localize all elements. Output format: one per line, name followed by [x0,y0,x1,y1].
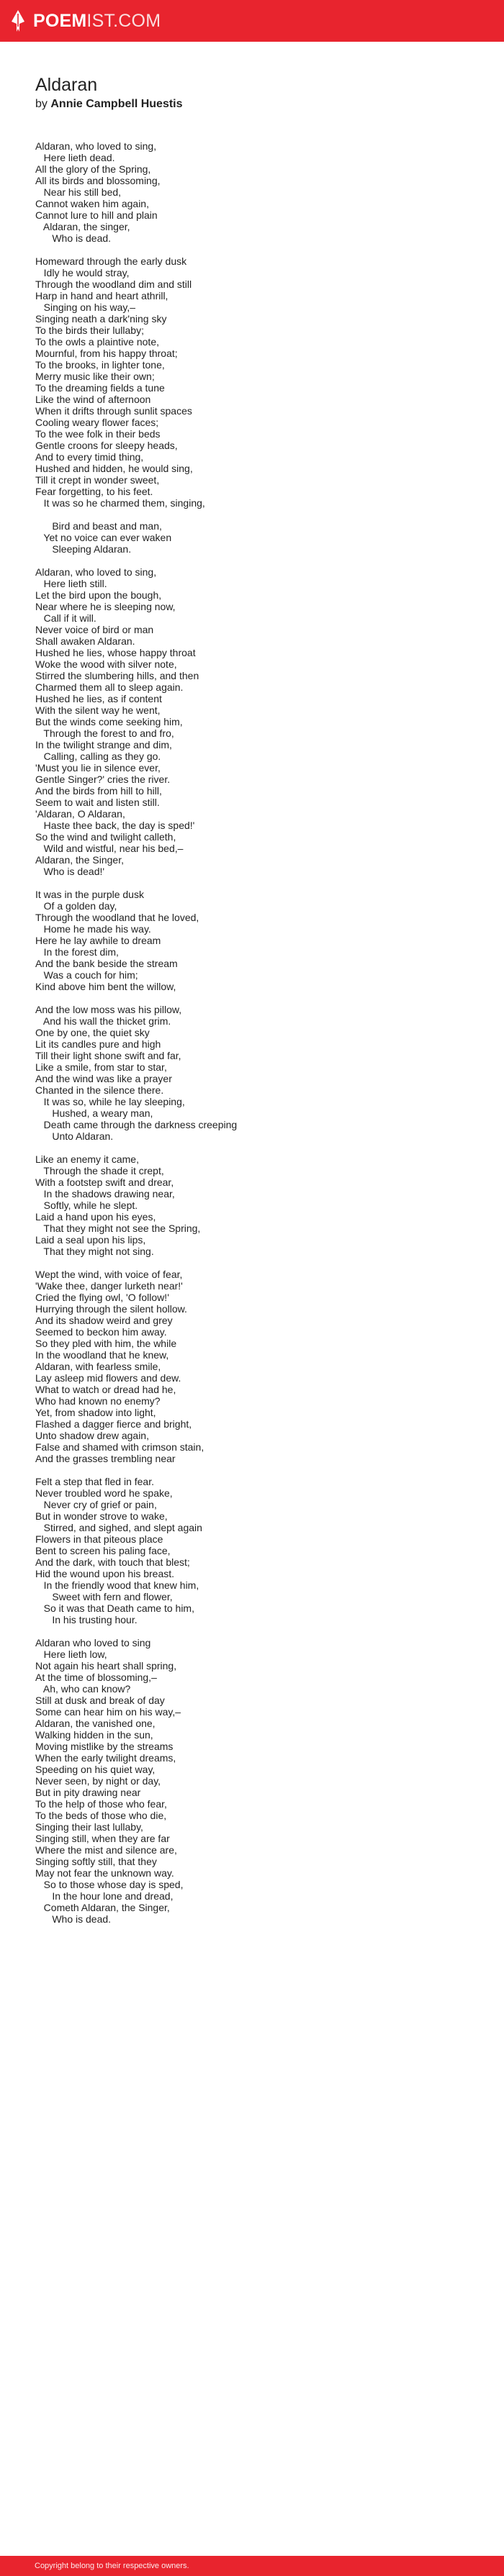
poem-line: Never cry of grief or pain, [35,1499,157,1510]
poem-line: Seem to wait and listen still. [35,797,160,808]
poem-line: Some can hear him on his way,– [35,1706,181,1718]
poem-line: Cooling weary flower faces; [35,417,159,428]
poem-line: Till it crept in wonder sweet, [35,474,160,486]
poem-line: It was so, while he lay sleeping, [35,1096,185,1107]
poem-line: False and shamed with crimson stain, [35,1441,204,1453]
poem-line: Calling, calling as they go. [35,750,161,762]
poem-container [35,74,482,1925]
poem-line: It was in the purple dusk [35,889,144,900]
poem-line: And the low moss was his pillow, [35,1004,182,1015]
poem-line: Walking hidden in the sun, [35,1729,153,1741]
poem-line: That they might not sing. [35,1246,154,1257]
poem-line: Charmed them all to sleep again. [35,681,184,693]
poem-line: Singing on his way,– [35,301,136,313]
poem-line: To the wee folk in their beds [35,428,161,440]
poem-line: Home he made his way. [35,923,151,935]
poem-line: Like an enemy it came, [35,1153,139,1165]
poem-line: Hurrying through the silent hollow. [35,1303,187,1315]
poem-line [35,877,482,889]
poem-line: Aldaran, the Singer, [35,854,124,866]
poem-line: Softly, while he slept. [35,1199,138,1211]
poem-line: Shall awaken Aldaran. [35,635,135,647]
poem-line: Here lieth low, [35,1648,107,1660]
poem-line: Woke the wood with silver note, [35,658,177,670]
poem-line: Near his still bed, [35,186,122,198]
poem-line: Never troubled word he spake, [35,1487,173,1499]
poem-line: Still at dusk and break of day [35,1695,165,1706]
poem-line: Near where he is sleeping now, [35,601,176,612]
poem-line: Seemed to beckon him away. [35,1326,167,1338]
poem-line: Death came through the darkness creeping [35,1119,238,1130]
poem-line: Aldaran, the vanished one, [35,1718,156,1729]
poem-line: But the winds come seeking him, [35,716,183,727]
poem-line: Wept the wind, with voice of fear, [35,1269,183,1280]
poem-line: Felt a step that fled in fear. [35,1476,154,1487]
poem-line: Aldaran, who loved to sing, [35,140,157,152]
poem-line: When it drifts through sunlit spaces [35,405,192,417]
poem-line: To the brooks, in lighter tone, [35,359,165,371]
poem-line: Through the woodland that he loved, [35,912,199,923]
poem-line: Cannot lure to hill and plain [35,209,158,221]
poem-line: Bird and beast and man, [35,520,162,532]
poem-line: Kind above him bent the willow, [35,981,176,992]
poem-line: And the dark, with touch that blest; [35,1556,190,1568]
poem-line: With the silent way he went, [35,704,161,716]
poem-line: Aldaran who loved to sing [35,1637,151,1648]
poem-line: Cried the flying owl, 'O follow!' [35,1292,169,1303]
poem-line: Never voice of bird or man [35,624,154,635]
poem-line: Laid a hand upon his eyes, [35,1211,156,1223]
poem-line: To the help of those who fear, [35,1798,167,1810]
poem-line: Never seen, by night or day, [35,1775,161,1787]
poem-line: Through the forest to and fro, [35,727,174,739]
poem-line: Through the shade it crept, [35,1165,164,1176]
poem-line: Cannot waken him again, [35,198,149,209]
poem-line: Through the woodland dim and still [35,278,192,290]
poem-line: One by one, the quiet sky [35,1027,150,1038]
poem-line: In the hour lone and dread, [35,1890,174,1902]
poem-line: Flashed a dagger fierce and bright, [35,1418,192,1430]
poem-line: May not fear the unknown way. [35,1867,174,1879]
site-footer [0,2556,504,2576]
poem-line: When the early twilight dreams, [35,1752,176,1764]
logo-bold-text: POEM [33,10,87,31]
poem-line: In the shadows drawing near, [35,1188,175,1199]
poem-line: And the wind was like a prayer [35,1073,172,1084]
poem-line: Of a golden day, [35,900,117,912]
poem-line: Flowers in that piteous place [35,1533,163,1545]
poem-line: Speeding on his quiet way, [35,1764,156,1775]
poem-line: But in pity drawing near [35,1787,141,1798]
poem-line: To the beds of those who die, [35,1810,167,1821]
poem-line: In the forest dim, [35,946,119,958]
poem-line: But in wonder strove to wake, [35,1510,168,1522]
site-header [0,0,504,42]
poem-line: Laid a seal upon his lips, [35,1234,146,1246]
poem-body [35,140,482,1925]
poem-line: Hushed he lies, whose happy throat [35,647,196,658]
poem-line: So to those whose day is sped, [35,1879,184,1890]
poem-line: Stirred, and sighed, and slept again [35,1522,202,1533]
poem-line: At the time of blossoming,– [35,1672,157,1683]
poem-line: Idly he would stray, [35,267,130,278]
poem-line: So they pled with him, the while [35,1338,177,1349]
byline [35,97,482,112]
poem-line: Singing neath a dark'ning sky [35,313,167,325]
poem-line: In the friendly wood that knew him, [35,1579,199,1591]
poem-line: Like a smile, from star to star, [35,1061,167,1073]
poem-line: So it was that Death came to him, [35,1602,194,1614]
poem-line: Gentle croons for sleepy heads, [35,440,178,451]
poem-line: Let the bird upon the bough, [35,589,162,601]
poem-line: It was so he charmed them, singing, [35,497,205,509]
poem-line: Hushed he lies, as if content [35,693,162,704]
poem-line: Sleeping Aldaran. [35,543,132,555]
poem-line: And the bank beside the stream [35,958,178,969]
poem-line: Wild and wistful, near his bed,– [35,843,184,854]
poem-line [35,1625,482,1637]
poem-line: Yet no voice can ever waken [35,532,172,543]
poem-line: Till their light shone swift and far, [35,1050,181,1061]
poem-line [35,509,482,520]
site-logo-link[interactable] [10,9,161,32]
poem-line: Merry music like their own; [35,371,155,382]
poem-line: 'Must you lie in silence ever, [35,762,161,774]
poem-line: And his wall the thicket grim. [35,1015,171,1027]
poem-line: Fear forgetting, to his feet. [35,486,153,497]
poem-line: Who is dead. [35,232,112,244]
poem-line [35,244,482,255]
poem-line: Yet, from shadow into light, [35,1407,156,1418]
poem-line [35,992,482,1004]
poem-title: Aldaran [35,75,98,95]
poem-line: Unto shadow drew again, [35,1430,149,1441]
poem-line: Hushed, a weary man, [35,1107,153,1119]
poem-line: Hushed and hidden, he would sing, [35,463,193,474]
poem-line: So the wind and twilight calleth, [35,831,176,843]
poem-line: Bent to screen his paling face, [35,1545,171,1556]
poem-line: Moving mistlike by the streams [35,1741,174,1752]
poem-line: Aldaran, the singer, [35,221,130,232]
poem-line: In his trusting hour. [35,1614,138,1625]
poem-line: Singing their last lullaby, [35,1821,143,1833]
poem-line: Stirred the slumbering hills, and then [35,670,199,681]
poem-line: Where the mist and silence are, [35,1844,177,1856]
poem-line: To the birds their lullaby; [35,325,144,336]
poem-line: Who is dead. [35,1913,112,1925]
poem-line: Here lieth still. [35,578,107,589]
poem-line: All its birds and blossoming, [35,175,161,186]
poem-line: Aldaran, who loved to sing, [35,566,157,578]
poem-line: Singing softly still, that they [35,1856,157,1867]
poem-line: Mournful, from his happy throat; [35,348,178,359]
poem-line: Here lieth dead. [35,152,115,163]
poem-line: Not again his heart shall spring, [35,1660,177,1672]
poem-line: In the woodland that he knew, [35,1349,169,1361]
poem-line [35,1257,482,1269]
poem-line: In the twilight strange and dim, [35,739,172,750]
poem-line: Sweet with fern and flower, [35,1591,173,1602]
poem-line: Lay asleep mid flowers and dew. [35,1372,181,1384]
poem-line: And to every timid thing, [35,451,144,463]
poem-line: 'Wake thee, danger lurketh near!' [35,1280,183,1292]
poem-line: What to watch or dread had he, [35,1384,176,1395]
poem-line: Homeward through the early dusk [35,255,187,267]
poem-line: That they might not see the Spring, [35,1223,201,1234]
poem-line: Aldaran, with fearless smile, [35,1361,161,1372]
author-link[interactable]: Annie Campbell Huestis [50,98,183,110]
byline-prefix: by [35,98,48,110]
site-logo-text [33,12,161,30]
quill-pen-icon [10,9,26,32]
poem-line: Who had known no enemy? [35,1395,161,1407]
poem-line: All the glory of the Spring, [35,163,151,175]
poem-line: To the dreaming fields a tune [35,382,165,394]
logo-thin-text: IST.COM [86,10,161,31]
poem-line: And the grasses trembling near [35,1453,176,1464]
poem-line: Singing still, when they are far [35,1833,170,1844]
poem-line: Ah, who can know? [35,1683,131,1695]
poem-line: Who is dead!' [35,866,105,877]
poem-line: Unto Aldaran. [35,1130,114,1142]
poem-line [35,1464,482,1476]
poem-line: Hid the wound upon his breast. [35,1568,175,1579]
poem-line [35,1142,482,1153]
poem-line: Call if it will. [35,612,96,624]
poem-line: Chanted in the silence there. [35,1084,164,1096]
poem-line: To the owls a plaintive note, [35,336,159,348]
poem-line: And the birds from hill to hill, [35,785,162,797]
poem-line [35,555,482,566]
poem-line: Was a couch for him; [35,969,138,981]
poem-line: 'Aldaran, O Aldaran, [35,808,125,820]
copyright-text: Copyright belong to their respective owners. [35,2562,189,2570]
poem-line: Here he lay awhile to dream [35,935,161,946]
poem-line: Cometh Aldaran, the Singer, [35,1902,170,1913]
poem-line: Haste thee back, the day is sped!' [35,820,195,831]
poem-line: Lit its candles pure and high [35,1038,161,1050]
poem-line: With a footstep swift and drear, [35,1176,174,1188]
poem-line: And its shadow weird and grey [35,1315,173,1326]
poem-line: Gentle Singer?' cries the river. [35,774,171,785]
poem-line: Like the wind of afternoon [35,394,151,405]
poem-line: Harp in hand and heart athrill, [35,290,168,301]
